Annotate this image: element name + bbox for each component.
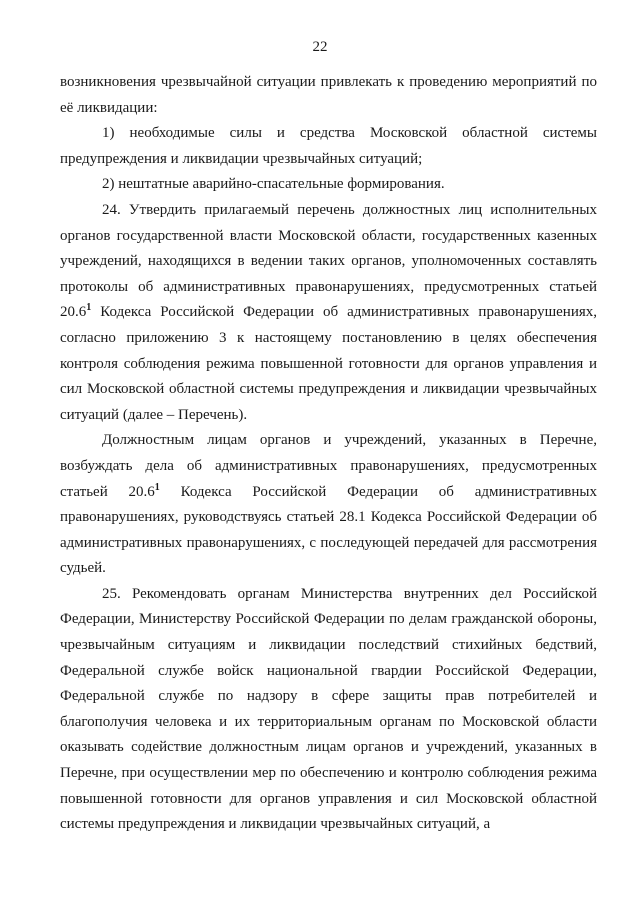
paragraph-item-1: 1) необходимые силы и средства Московской областной системы предупреждения и ликвидации чрезвычайных ситуаций;: [60, 125, 597, 167]
article-superscript: 1: [154, 481, 160, 493]
paragraph-continuation: возникновения чрезвычайной ситуации привлекать к проведению мероприятий по её ликвидации:: [60, 74, 597, 116]
paragraph-24-text-cont: Кодекса Российской Федерации об административных правонарушениях, согласно приложению 3 к настоящему постановлению в целях обеспечения контроля соблюдения режима повышенной готовности для органов управления и сил Московской областной системы предупреждения и ликвидации чрезвычайных ситуаций (далее – Перечень).: [60, 304, 597, 423]
paragraph-25: 25. Рекомендовать органам Министерства внутренних дел Российской Федерации, Министерству Российской Федерации по делам гражданской обороны, чрезвычайным ситуациям и ликвидации последствий стихийных бедствий, Федеральной службе войск национальной гвардии Российской Федерации, Федеральной службе по надзору в сфере защиты прав потребителей и благополучия человека и их территориальным органам по Московской области оказывать содействие должностным лицам органов и учреждений, указанных в Перечне, при осуществлении мер по обеспечению и контролю соблюдения режима повышенной готовности для органов управления и сил Московской областной системы предупреждения и ликвидации чрезвычайных ситуаций, а: [60, 585, 597, 833]
paragraph-item-2: 2) нештатные аварийно-спасательные формирования.: [102, 176, 445, 193]
paragraph-24-text: 24. Утвердить прилагаемый перечень должностных лиц исполнительных органов государственной власти Московской области, государственных казенных учреждений, находящихся в ведении таких органов, уполномоченных составлять протоколы об административных правонарушениях, предусмотренных статьей 20.6: [60, 201, 597, 321]
paragraph-24: [60, 198, 597, 428]
page-number: 22: [312, 39, 328, 55]
article-superscript: 1: [86, 302, 92, 314]
paragraph-officials-text: Должностным лицам органов и учреждений, указанных в Перечне, возбуждать дела об административных правонарушениях, предусмотренных статьей 20.6: [60, 432, 597, 500]
paragraph-officials: [60, 428, 597, 582]
document-body: [60, 70, 597, 838]
paragraph-officials-text-cont: Кодекса Российской Федерации об административных правонарушениях, руководствуясь статьей 28.1 Кодекса Российской Федерации об административных правонарушениях, с последующей передачей для рассмотрения судьей.: [60, 483, 597, 577]
